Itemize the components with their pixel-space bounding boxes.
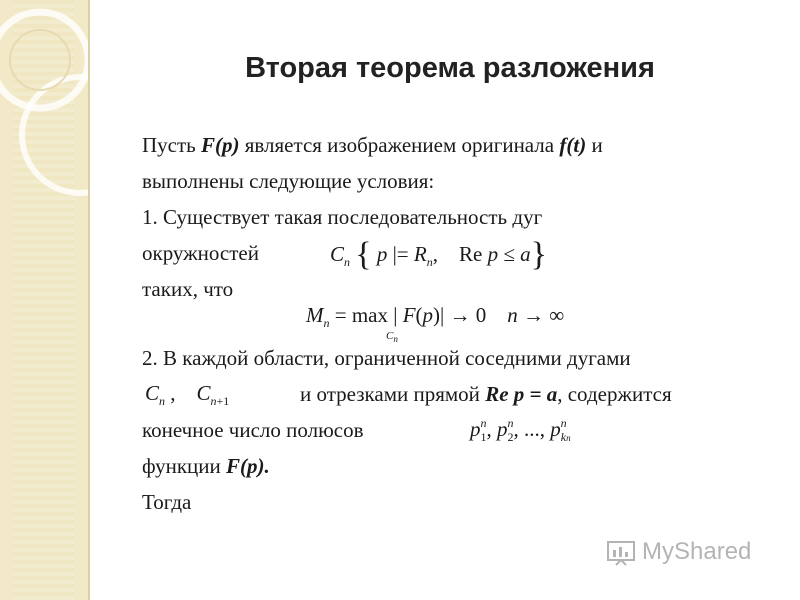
text-fragment: функции [142,454,226,478]
text-line-6: 2. В каждой области, ограниченной соседними дугами [142,346,631,370]
text-line-1 [142,133,603,158]
text-line-2: выполнены следующие условия: [142,169,435,193]
text-emph-Fp: F(p). [226,454,270,478]
text-line-7 [300,382,672,407]
text-line-5: таких, что [142,277,234,301]
formula-limit: $M_n = \max$ | F(p)| → 0 n → ∞ [306,303,565,330]
text-fragment: Пусть [142,133,201,157]
watermark-logo [606,536,751,568]
text-fragment: , содержится [557,382,672,406]
text-emph-Re: Re p = a [485,382,558,406]
slide-title: Вторая теорема разложения [245,52,655,84]
formula-limit-subscript: $C_n$ [386,330,398,345]
text-line-9 [142,454,270,479]
myshared-logo-icon [606,538,636,566]
formula-poles: $p_1^n$, $p_2^n$, ..., $p_{kn}^n$ [470,416,571,444]
text-line-10: Тогда [142,490,192,514]
watermark-text: MyShared [642,538,752,565]
formula-arcs-pair: $C_n$ , $C_{n+1}$ [145,381,230,408]
sidebar-circles-decoration [0,0,88,600]
text-fragment: является изображением оригинала [239,133,560,157]
text-emph-ft: f(t) [559,133,587,157]
decorative-sidebar [0,0,90,600]
text-fragment: и отрезками прямой [300,382,486,406]
text-fragment: и [586,133,603,157]
formula-arcs: $C_n$ { p |= $R_n$, Re p ≤ a} [330,236,547,273]
text-emph-Fp: F(p) [201,133,240,157]
text-line-3: 1. Существует такая последовательность дуг [142,205,543,229]
text-line-8: конечное число полюсов [142,418,364,442]
text-line-4: окружностей [142,241,259,265]
